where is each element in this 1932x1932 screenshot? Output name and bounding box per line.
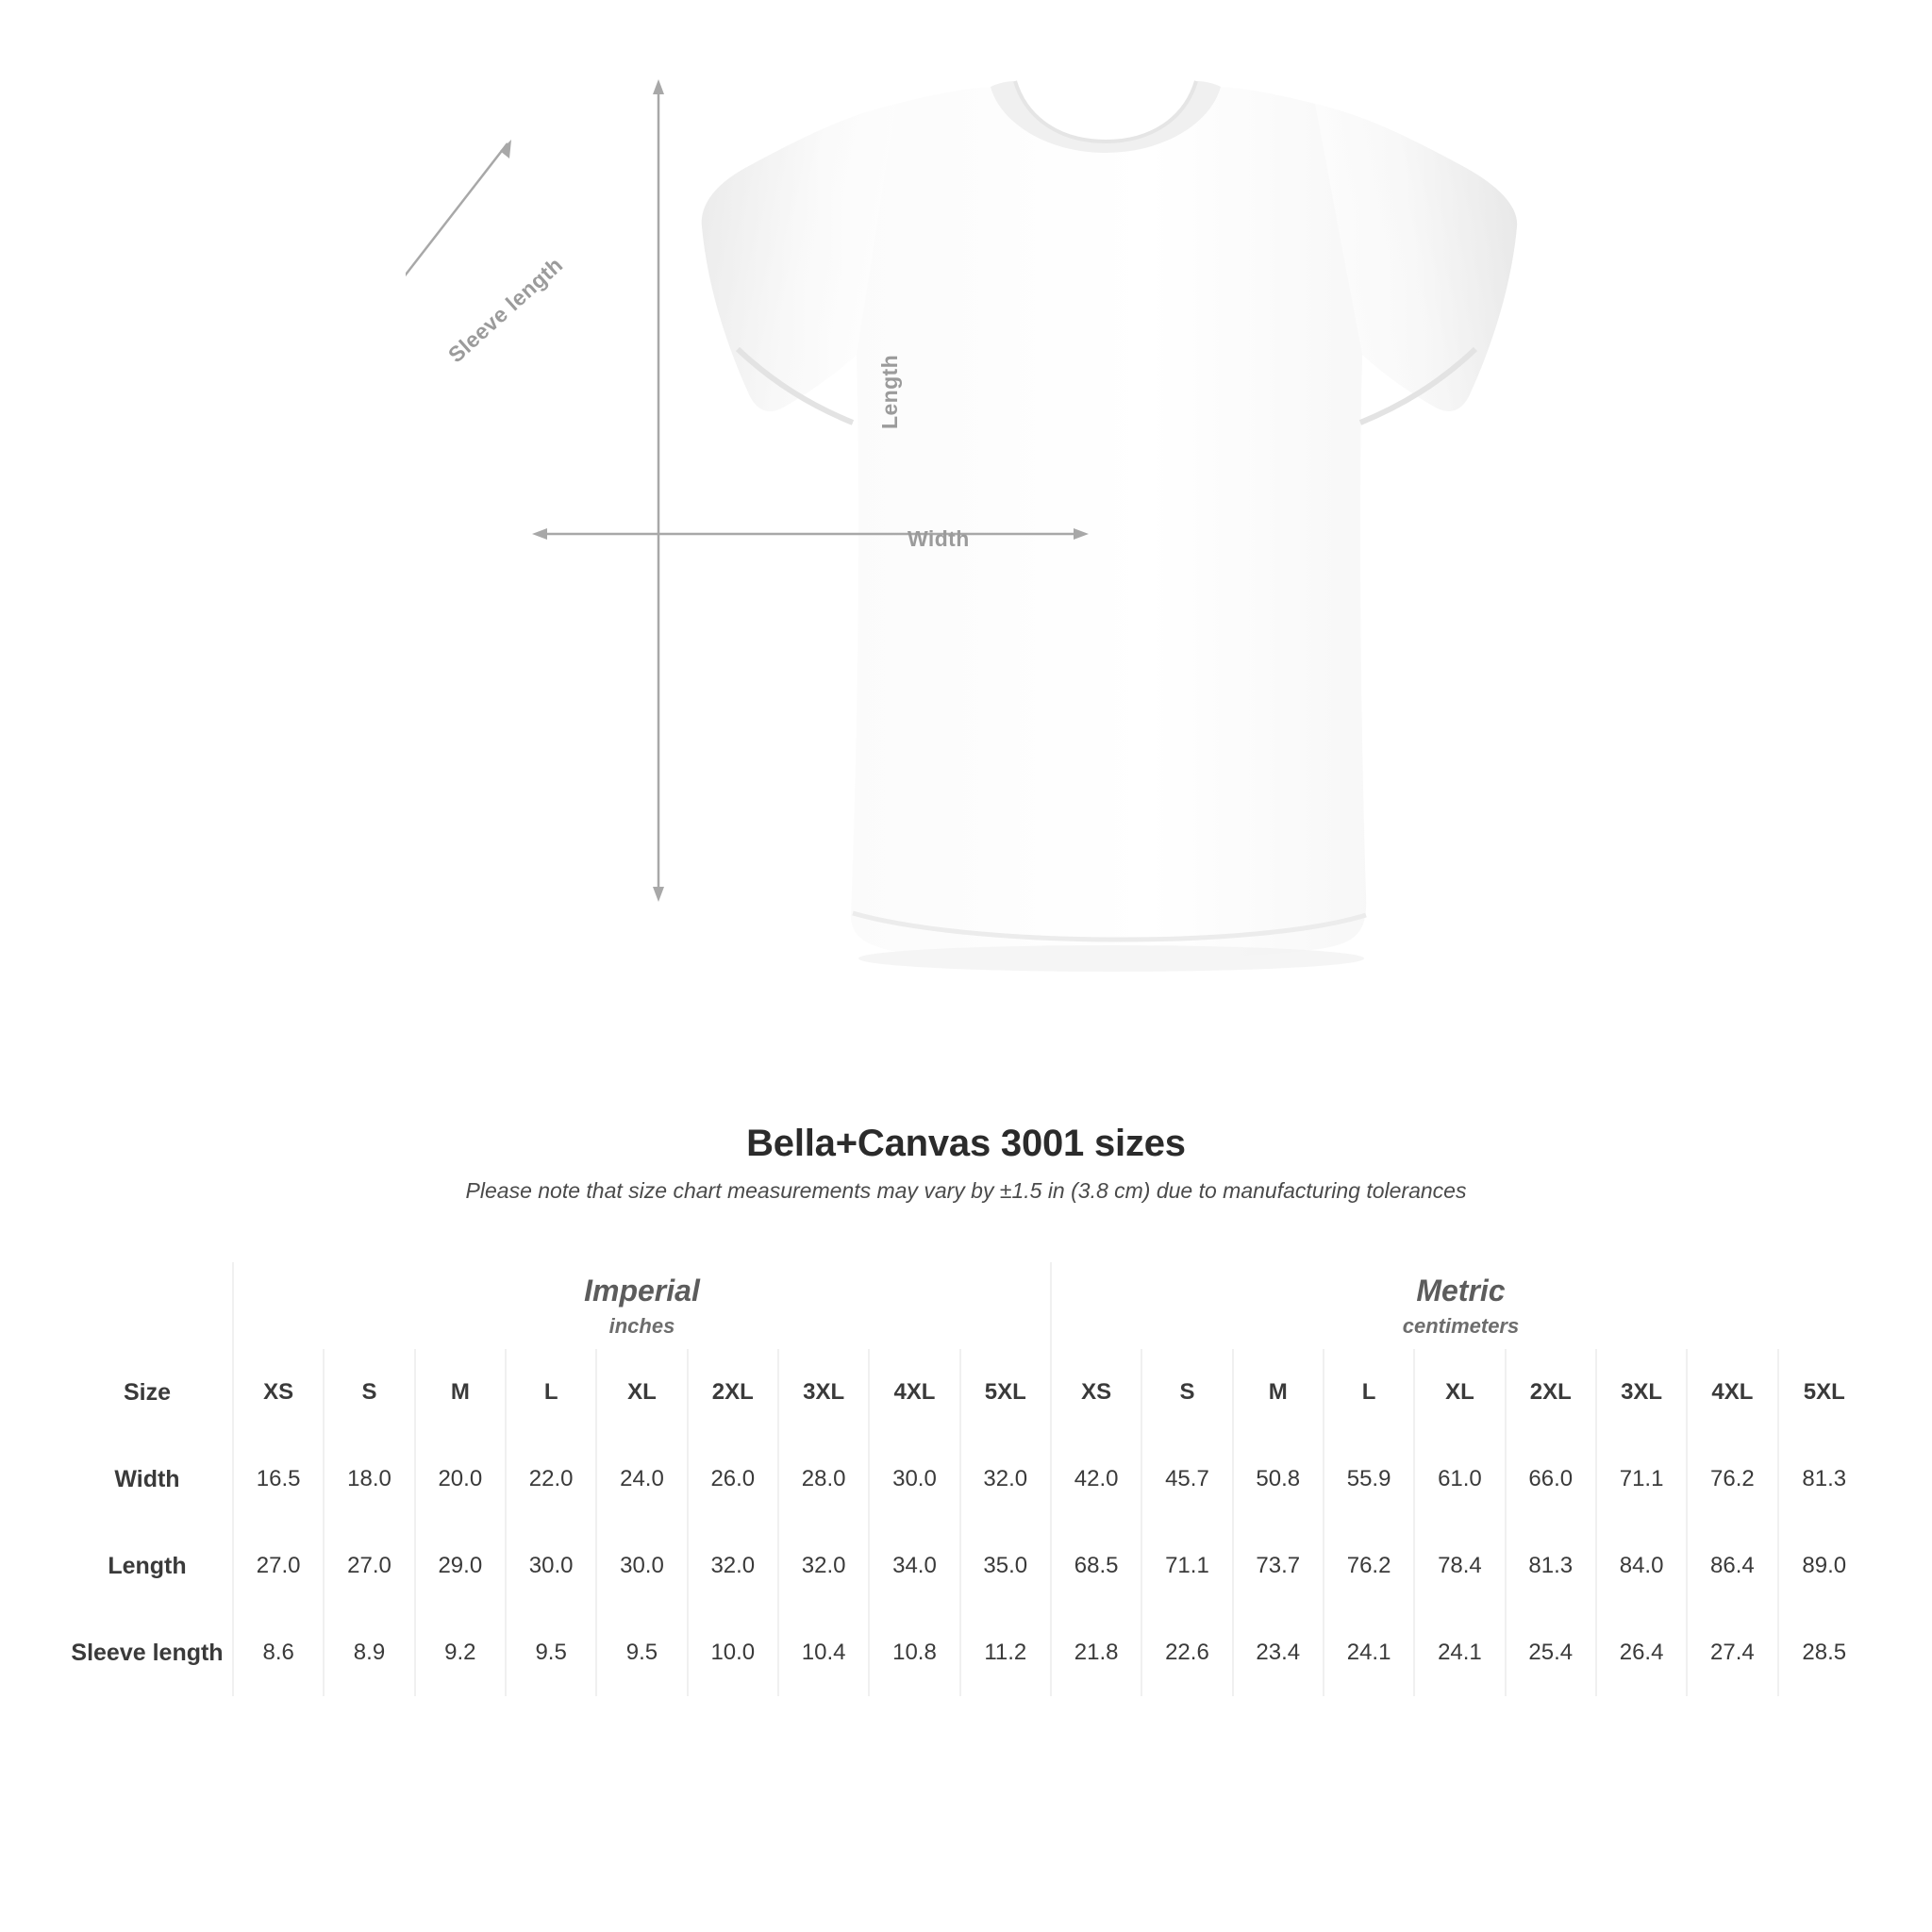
row-label-width: Width [62, 1436, 234, 1523]
size-table-wrapper [62, 1262, 1870, 1696]
measurement-cell: 50.8 [1234, 1436, 1324, 1523]
measurement-cell: 11.2 [961, 1609, 1052, 1696]
size-header-cell: XL [597, 1349, 688, 1436]
tolerance-note: Please note that size chart measurements may vary by ±1.5 in (3.8 cm) due to manufacturing tolerances [465, 1178, 1467, 1203]
measurement-cell: 78.4 [1415, 1523, 1506, 1609]
measurement-cell: 10.8 [870, 1609, 960, 1696]
measurement-cell: 25.4 [1507, 1609, 1597, 1696]
measurement-cell: 68.5 [1052, 1523, 1142, 1609]
measurement-cell: 81.3 [1507, 1523, 1597, 1609]
imperial-unit-sub: inches [608, 1313, 675, 1338]
row-label-sleeve-length: Sleeve length [62, 1609, 234, 1696]
measurement-cell: 9.2 [416, 1609, 507, 1696]
measurement-cell: 9.5 [507, 1609, 597, 1696]
measurement-cell: 76.2 [1688, 1436, 1778, 1523]
measurement-cell: 26.0 [689, 1436, 779, 1523]
size-header-cell: 4XL [1688, 1349, 1778, 1436]
measurement-cell: 30.0 [597, 1523, 688, 1609]
size-header-cell: 5XL [1779, 1349, 1870, 1436]
measurement-cell: 24.1 [1324, 1609, 1415, 1696]
measurement-cell: 30.0 [507, 1523, 597, 1609]
size-header-cell: L [507, 1349, 597, 1436]
measurement-cell: 30.0 [870, 1436, 960, 1523]
measurement-cell: 42.0 [1052, 1436, 1142, 1523]
measurement-cell: 24.0 [597, 1436, 688, 1523]
size-table [62, 1262, 1870, 1696]
measurement-cell: 76.2 [1324, 1523, 1415, 1609]
measurement-cell: 9.5 [597, 1609, 688, 1696]
length-dimension-label: Length [877, 354, 902, 429]
size-header-cell: S [1142, 1349, 1233, 1436]
measurement-cell: 24.1 [1415, 1609, 1506, 1696]
measurement-cell: 71.1 [1597, 1436, 1688, 1523]
measurement-cell: 10.0 [689, 1609, 779, 1696]
table-row [62, 1609, 1870, 1696]
size-header-row [62, 1349, 1870, 1436]
measurement-cell: 34.0 [870, 1523, 960, 1609]
title-block [0, 1123, 1932, 1204]
measurement-cell: 16.5 [234, 1436, 325, 1523]
measurement-cell: 81.3 [1779, 1436, 1870, 1523]
measurement-cell: 8.9 [325, 1609, 415, 1696]
measurement-cell: 84.0 [1597, 1523, 1688, 1609]
size-header-cell: 5XL [961, 1349, 1052, 1436]
table-row [62, 1436, 1870, 1523]
size-header-cell: XL [1415, 1349, 1506, 1436]
unit-header-row [62, 1262, 1870, 1349]
tshirt-svg [406, 66, 1538, 1066]
measurement-cell: 22.0 [507, 1436, 597, 1523]
measurement-cell: 20.0 [416, 1436, 507, 1523]
measurement-cell: 8.6 [234, 1609, 325, 1696]
measurement-cell: 73.7 [1234, 1523, 1324, 1609]
width-dimension-label: Width [908, 526, 970, 551]
size-header-cell: L [1324, 1349, 1415, 1436]
sleeve-length-dimension-label: Sleeve length [443, 252, 568, 368]
tshirt-graphic [406, 66, 1538, 1066]
size-header-cell: S [325, 1349, 415, 1436]
measurement-cell: 32.0 [689, 1523, 779, 1609]
size-header-cell: 2XL [689, 1349, 779, 1436]
page-title: Bella+Canvas 3001 sizes [746, 1123, 1186, 1164]
size-header-cell: 3XL [779, 1349, 870, 1436]
unit-corner-cell [62, 1262, 234, 1349]
metric-unit-sub: centimeters [1402, 1313, 1520, 1338]
size-header-cell: 3XL [1597, 1349, 1688, 1436]
size-header-cell: XS [234, 1349, 325, 1436]
measurement-cell: 22.6 [1142, 1609, 1233, 1696]
size-row-header: Size [62, 1349, 234, 1436]
measurement-cell: 32.0 [961, 1436, 1052, 1523]
measurement-cell: 86.4 [1688, 1523, 1778, 1609]
measurement-cell: 35.0 [961, 1523, 1052, 1609]
measurement-cell: 66.0 [1507, 1436, 1597, 1523]
metric-unit-name: Metric [1416, 1273, 1506, 1307]
size-header-cell: XS [1052, 1349, 1142, 1436]
imperial-unit-name: Imperial [584, 1273, 700, 1307]
measurement-cell: 21.8 [1052, 1609, 1142, 1696]
measurement-cell: 55.9 [1324, 1436, 1415, 1523]
size-header-cell: 2XL [1507, 1349, 1597, 1436]
measurement-cell: 26.4 [1597, 1609, 1688, 1696]
metric-unit-header [1052, 1262, 1870, 1349]
measurement-cell: 28.0 [779, 1436, 870, 1523]
measurement-cell: 27.0 [325, 1523, 415, 1609]
measurement-cell: 18.0 [325, 1436, 415, 1523]
row-label-length: Length [62, 1523, 234, 1609]
measurement-cell: 28.5 [1779, 1609, 1870, 1696]
measurement-cell: 27.0 [234, 1523, 325, 1609]
measurement-cell: 45.7 [1142, 1436, 1233, 1523]
size-header-cell: 4XL [870, 1349, 960, 1436]
measurement-cell: 27.4 [1688, 1609, 1778, 1696]
size-header-cell: M [1234, 1349, 1324, 1436]
measurement-cell: 10.4 [779, 1609, 870, 1696]
size-header-cell: M [416, 1349, 507, 1436]
measurement-cell: 29.0 [416, 1523, 507, 1609]
measurement-cell: 61.0 [1415, 1436, 1506, 1523]
table-row [62, 1523, 1870, 1609]
imperial-unit-header [234, 1262, 1052, 1349]
measurement-cell: 32.0 [779, 1523, 870, 1609]
measurement-cell: 89.0 [1779, 1523, 1870, 1609]
measurement-cell: 71.1 [1142, 1523, 1233, 1609]
measurement-cell: 23.4 [1234, 1609, 1324, 1696]
